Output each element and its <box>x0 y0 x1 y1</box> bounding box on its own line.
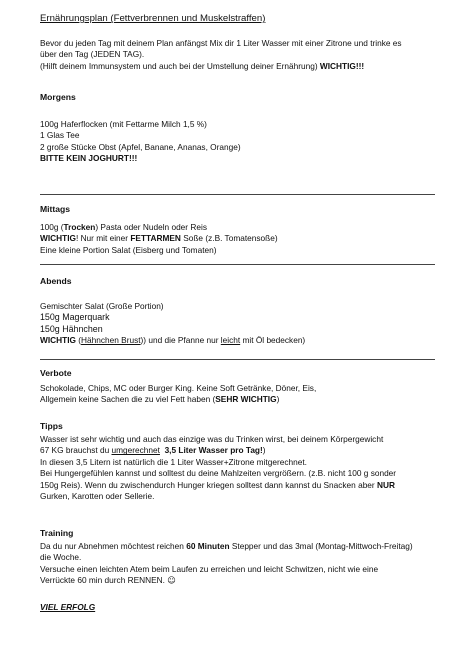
mittags-line-1-c: ) Pasta oder Nudeln oder Reis <box>95 222 207 232</box>
tipps-section <box>40 421 440 432</box>
training-section <box>40 528 440 539</box>
mittags-line-2-d: Soße (z.B. Tomatensoße) <box>180 233 278 244</box>
morgens-item-1: 100g Haferflocken (mit Fettarme Milch 1,5 %) <box>40 119 207 129</box>
training-heading: Training <box>40 528 74 538</box>
morgens-item-2: 1 Glas Tee <box>40 130 80 141</box>
morgens-heading: Morgens <box>40 92 76 102</box>
abends-line-4-a: WICHTIG <box>40 335 76 346</box>
verbote-line-2-b: SEHR WICHTIG <box>215 394 277 405</box>
training-line-1 <box>40 541 440 552</box>
mittags-heading: Mittags <box>40 204 71 214</box>
verbote-line-1: Schokolade, Chips, MC oder Burger King. Keine Soft Getränke, Döner, Eis, <box>40 383 317 393</box>
mittags-line-2 <box>40 233 440 244</box>
tipps-items <box>40 434 440 502</box>
tipps-line-1: Wasser ist sehr wichtig und auch das einzige was du Trinken wirst, bei deinem Körpergewicht <box>40 434 384 444</box>
tipps-line-2 <box>40 445 440 456</box>
mittags-line-2-a: WICHTIG <box>40 233 76 244</box>
morgens-section <box>40 92 440 103</box>
tipps-line-5 <box>40 480 440 491</box>
training-line-2: die Woche. <box>40 552 82 563</box>
verbote-line-2-a: Allgemein keine Sachen die zu viel Fett haben ( <box>40 394 216 405</box>
abends-line-4-f: mit Öl bedecken) <box>240 335 306 346</box>
mittags-line-2-c: FETTARMEN <box>130 233 181 244</box>
verbote-heading: Verbote <box>40 368 72 378</box>
section-divider-3 <box>40 359 435 360</box>
training-line-1-c: Stepper und das 3mal (Montag-Mittwoch-Freitag) <box>229 541 413 551</box>
intro-line-2: über den Tag (JEDEN TAG). <box>40 49 145 60</box>
mittags-line-2-b: ! Nur mit einer <box>75 233 131 244</box>
abends-item-3: 150g Hähnchen <box>40 323 103 334</box>
abends-line-4-b: ( <box>75 335 82 346</box>
tipps-line-4: Bei Hungergefühlen kannst und solltest du deine Mahlzeiten vergrößern. (z.B. nicht 100 g sonder <box>40 468 397 479</box>
training-line-1-b: 60 Minuten <box>186 541 230 551</box>
closing-text: VIEL ERFOLG <box>40 602 96 612</box>
morgens-item-3: 2 große Stücke Obst (Apfel, Banane, Ananas, Orange) <box>40 141 241 152</box>
tipps-line-2-a: 67 KG brauchst du <box>40 445 112 456</box>
mittags-line-1-a: 100g ( <box>40 222 64 232</box>
training-line-1-a: Da du nur Abnehmen möchtest reichen <box>40 541 187 551</box>
abends-item-2: 150g Magerquark <box>40 312 110 323</box>
tipps-line-2-d: ) <box>262 445 266 456</box>
abends-heading: Abends <box>40 276 72 286</box>
intro-section <box>40 38 440 72</box>
abends-line-4-d: )) und die Pfanne nur <box>140 335 221 346</box>
abends-section <box>40 276 440 287</box>
mittags-line-1-b: Trocken <box>63 222 96 232</box>
tipps-line-3: In diesen 3,5 Litern ist natürlich die 1 Liter Wasser+Zitrone mitgerechnet. <box>40 456 307 467</box>
abends-items <box>40 301 440 347</box>
section-divider-2 <box>40 264 435 265</box>
tipps-heading: Tipps <box>40 421 63 431</box>
tipps-line-5-b: NUR <box>377 479 395 490</box>
verbote-line-2-c: ) <box>276 394 280 405</box>
abends-item-1: Gemischter Salat (Große Portion) <box>40 301 164 311</box>
intro-line-3 <box>40 61 440 72</box>
mittags-items <box>40 222 440 256</box>
tipps-line-2-c: 3,5 Liter Wasser pro Tag! <box>164 445 263 456</box>
intro-warning: WICHTIG!!! <box>319 60 365 71</box>
smiley-icon: ☺ <box>167 575 176 586</box>
tipps-line-5-a: 150g Reis). Wenn du zwischendurch Hunger kriegen solltest dann kannst du Snacken aber <box>40 479 377 490</box>
training-line-3: Versuche einen leichten Atem beim Laufen zu erreichen und leicht Schwitzen, nicht wie eine <box>40 563 379 574</box>
verbote-line-2 <box>40 394 440 405</box>
intro-line-3-text: (Hilft deinem Immunsystem und auch bei der Umstellung deiner Ernährung) <box>40 60 320 71</box>
training-line-4 <box>40 575 440 586</box>
abends-line-4 <box>40 335 440 346</box>
mittags-line-1 <box>40 222 440 233</box>
training-items <box>40 541 440 587</box>
mittags-section <box>40 204 440 215</box>
intro-line-1: Bevor du jeden Tag mit deinem Plan anfängst Mix dir 1 Liter Wasser mit einer Zitrone und trinke es <box>40 38 402 48</box>
abends-line-4-e: leicht <box>220 335 241 346</box>
morgens-items <box>40 119 440 165</box>
tipps-line-6: Gurken, Karotten oder Sellerie. <box>40 491 155 502</box>
tipps-line-2-b: umgerechnet <box>111 445 160 456</box>
training-line-4-text: Verrückte 60 min durch RENNEN. <box>40 575 168 586</box>
page-title: Ernährungsplan (Fettverbrennen und Muskelstraffen) <box>40 13 266 24</box>
morgens-warning: BITTE KEIN JOGHURT!!! <box>40 153 138 164</box>
verbote-items <box>40 383 440 406</box>
section-divider-1 <box>40 194 435 195</box>
abends-line-4-c: Hähnchen Brust <box>81 335 141 346</box>
mittags-line-3: Eine kleine Portion Salat (Eisberg und Tomaten) <box>40 244 217 255</box>
verbote-section <box>40 368 440 379</box>
